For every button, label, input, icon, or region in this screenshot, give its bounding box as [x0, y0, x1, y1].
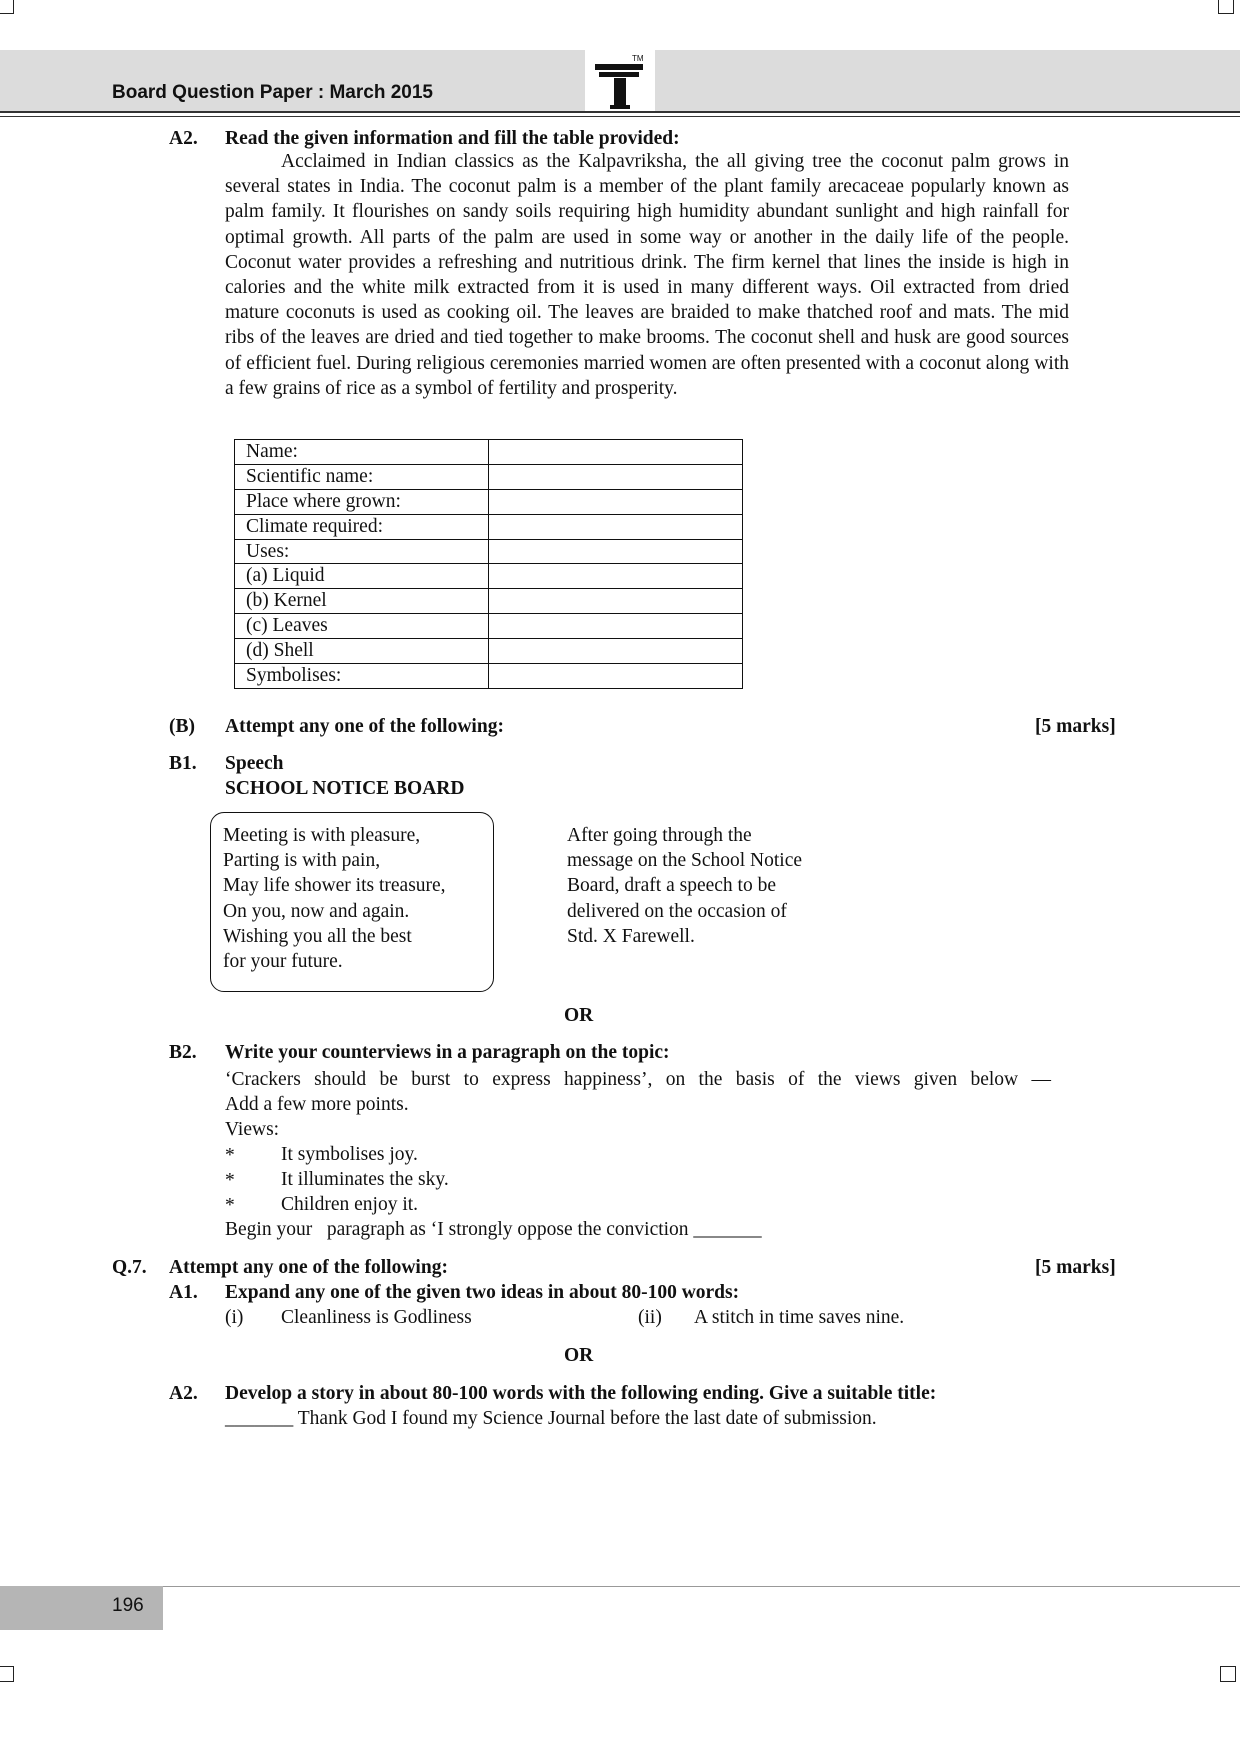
instruction-line: message on the School Notice: [567, 850, 803, 872]
table-row: [235, 664, 743, 689]
or-divider: OR: [564, 1345, 594, 1366]
notice-line: Meeting is with pleasure,: [223, 825, 421, 846]
table-row: [235, 539, 743, 564]
q7-heading: Attempt any one of the following:: [169, 1257, 448, 1278]
table-row-label: Place where grown:: [235, 489, 489, 514]
table-answer-cell: [489, 614, 743, 639]
option-number: (i): [225, 1307, 244, 1328]
b1-label: B1.: [169, 753, 197, 774]
notice-line: Wishing you all the best: [223, 925, 412, 947]
header-rule-thin: [0, 116, 1240, 117]
q7-a1-heading: Expand any one of the given two ideas in about 80-100 words:: [225, 1282, 740, 1303]
header-rule: [0, 111, 1240, 113]
table-row: [235, 614, 743, 639]
q7-a2-ending: _______ Thank God I found my Science Journal before the last date of submission.: [225, 1408, 877, 1429]
table-row: [235, 639, 743, 664]
b2-label: B2.: [169, 1042, 197, 1063]
b2-topic: ‘Crackers should be burst to express happiness’, on the basis of the views given below —: [225, 1069, 1051, 1090]
table-answer-cell: [489, 664, 743, 689]
instruction-line: delivered on the occasion of: [567, 900, 787, 922]
svg-text:TM: TM: [632, 54, 644, 63]
table-row: [235, 440, 743, 465]
table-row-label: (d) Shell: [235, 639, 489, 664]
a2-heading: Read the given information and fill the table provided:: [225, 128, 680, 149]
table-row-label: Symbolises:: [235, 664, 489, 689]
crop-mark-top-right: [1218, 0, 1234, 14]
logo-t-icon: [585, 50, 655, 112]
q7-a2-heading: Develop a story in about 80-100 words with the following ending. Give a suitable title:: [225, 1383, 937, 1404]
table-row-label: (b) Kernel: [235, 589, 489, 614]
a2-passage: Acclaimed in Indian classics as the Kalpavriksha, the all giving tree the coconut palm grows in several states in India. The coconut palm is a member of the plant family arecaceae popularly known as palm family. It flourishes on sandy soils requiring high humidity abundant sunlight and high rainfall for optimal growth. All parts of the palm are used in some way or another in the daily life of the people. Coconut water provides a refreshing and nutritious drink. The firm kernel that lines the inside is high in calories and the white milk extracted from it is used in many different ways. Oil extracted from dried mature coconuts is used as cooking oil. The leaves are braided to make thatched roof and mats. The mid ribs of the leaves are dried and tied together to make brooms. The coconut shell and husk are good sources of efficient fuel. During religious ceremonies married women are often presented with a coconut along with a few grains of rice as a symbol of fertility and prosperity.: [225, 151, 1069, 399]
or-divider: OR: [564, 1005, 594, 1026]
a2-label: A2.: [169, 128, 198, 149]
table-row: [235, 514, 743, 539]
table-row-label: (c) Leaves: [235, 614, 489, 639]
option-text: Cleanliness is Godliness: [281, 1307, 472, 1328]
table-answer-cell: [489, 639, 743, 664]
b1-instruction: [567, 823, 802, 949]
table-row: [235, 564, 743, 589]
view-bullet: *: [225, 1170, 235, 1191]
b2-add-points: Add a few more points.: [225, 1094, 409, 1115]
table-row-label: Scientific name:: [235, 464, 489, 489]
table-answer-cell: [489, 589, 743, 614]
crop-mark-bottom-left: [0, 1666, 14, 1682]
page-title: Board Question Paper : March 2015: [112, 82, 433, 103]
b2-views-label: Views:: [225, 1119, 280, 1140]
table-row-label: Climate required:: [235, 514, 489, 539]
b2-begin: Begin your paragraph as ‘I strongly oppose the conviction _______: [225, 1219, 762, 1240]
notice-line: On you, now and again.: [223, 900, 410, 922]
q7-label: Q.7.: [112, 1257, 147, 1278]
view-item: It symbolises joy.: [281, 1144, 418, 1165]
instruction-line: After going through the: [567, 825, 752, 846]
table-row-label: (a) Liquid: [235, 564, 489, 589]
table-answer-cell: [489, 514, 743, 539]
table-answer-cell: [489, 440, 743, 465]
table-row: [235, 589, 743, 614]
table-row: [235, 489, 743, 514]
q7-a1-label: A1.: [169, 1282, 198, 1303]
instruction-line: Std. X Farewell.: [567, 925, 695, 947]
table-row-label: Uses:: [235, 539, 489, 564]
b1-subtitle: SCHOOL NOTICE BOARD: [225, 778, 465, 799]
table-answer-cell: [489, 464, 743, 489]
option-text: A stitch in time saves nine.: [694, 1307, 905, 1328]
crop-mark-bottom-right: [1220, 1666, 1236, 1682]
view-item: Children enjoy it.: [281, 1194, 419, 1215]
section-b-marks: [5 marks]: [1035, 716, 1116, 737]
notice-line: for your future.: [223, 951, 343, 973]
table-answer-cell: [489, 564, 743, 589]
notice-board-box: [210, 812, 494, 992]
fill-in-table: [234, 439, 743, 689]
view-item: It illuminates the sky.: [281, 1169, 449, 1190]
page-number: 196: [112, 1595, 144, 1616]
b1-title: Speech: [225, 753, 284, 774]
table-answer-cell: [489, 539, 743, 564]
b2-heading: Write your counterviews in a paragraph on the topic:: [225, 1042, 670, 1063]
section-b-label: (B): [169, 716, 195, 737]
crop-mark-top-left: [0, 0, 14, 14]
table-row: [235, 464, 743, 489]
option-number: (ii): [638, 1307, 662, 1328]
view-bullet: *: [225, 1195, 235, 1216]
q7-marks: [5 marks]: [1035, 1257, 1116, 1278]
view-bullet: *: [225, 1145, 235, 1166]
notice-line: May life shower its treasure,: [223, 875, 446, 897]
notice-line: Parting is with pain,: [223, 850, 381, 872]
footer-rule: [0, 1586, 1240, 1587]
table-row-label: Name:: [235, 440, 489, 465]
publisher-logo: [585, 50, 655, 112]
section-b-heading: Attempt any one of the following:: [225, 716, 504, 737]
instruction-line: Board, draft a speech to be: [567, 875, 776, 897]
q7-a2-label: A2.: [169, 1383, 198, 1404]
table-answer-cell: [489, 489, 743, 514]
